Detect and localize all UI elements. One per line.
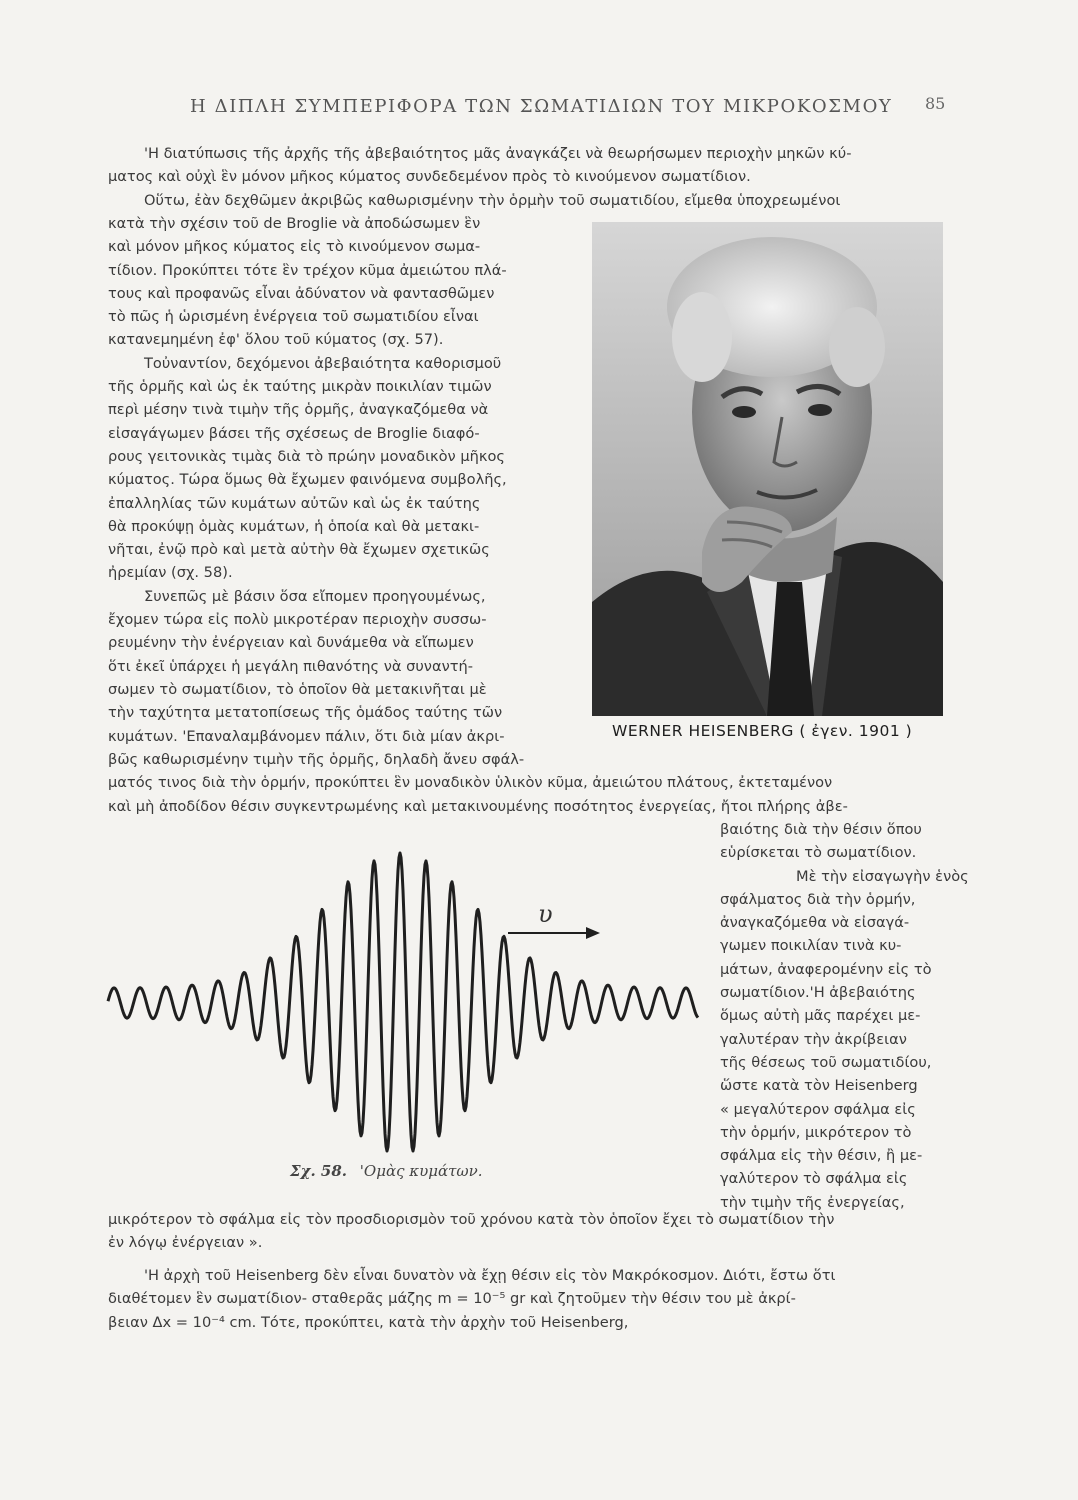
text-line: βῶς καθωρισμένην τιμὴν τῆς ὁρμῆς, δηλαδὴ ἄνευ σφάλ-: [108, 751, 525, 768]
text-line: σφάλμα εἰς τὴν θέσιν, ἢ με-: [720, 1147, 923, 1165]
paragraph-bottom: [108, 1208, 943, 1255]
text-line: νῆται, ἐνῷ πρὸ καὶ μετὰ αὐτὴν θὰ ἔχωμεν σχετικῶς: [108, 541, 490, 559]
paragraph-right-column: [720, 818, 969, 1214]
text-line: ρευμένην τὴν ἐνέργειαν καὶ δυνάμεθα νὰ εἴπωμεν: [108, 634, 474, 652]
text-line: 'Η ἀρχὴ τοῦ Heisenberg δὲν εἶναι δυνατὸν νὰ ἔχῃ θέσιν εἰς τὸν Μακρόκοσμον. Διότι, ἔστω ὅτι: [144, 1267, 836, 1284]
text-line: βαιότης διὰ τὴν θέσιν ὅπου: [720, 821, 922, 838]
velocity-symbol: υ: [538, 900, 553, 928]
text-line: εἰσαγάγωμεν βάσει τῆς σχέσεως de Broglie διαφό-: [108, 424, 480, 442]
text-line: ὥστε κατὰ τὸν Heisenberg: [720, 1077, 918, 1095]
running-head: Η ΔΙΠΛΗ ΣΥΜΠΕΡΙΦΟΡΑ ΤΩΝ ΣΩΜΑΤΙΔΙΩΝ ΤΟΥ ΜΙΚΡΟΚΟΣΜΟΥ: [190, 96, 893, 117]
text-line: ἐν λόγῳ ἐνέργειαν ».: [108, 1234, 263, 1252]
paragraph-final: [108, 1264, 943, 1334]
text-line: τῆς θέσεως τοῦ σωματιδίου,: [720, 1053, 932, 1071]
paragraph-left-column: [108, 212, 568, 748]
text-line: κατανεμημένη ἐφ' ὅλου τοῦ κύματος (σχ. 57).: [108, 331, 444, 349]
text-line: διαθέτομεν ἓν σωματίδιον- σταθερᾶς μάζης m = 10⁻⁵ gr καὶ ζητοῦμεν τὴν θέσιν του μὲ ἀκρί-: [108, 1290, 796, 1308]
text-line: ὅμως αὐτὴ μᾶς παρέχει με-: [720, 1007, 921, 1025]
text-line: σωματίδιον.'Η ἀβεβαιότης: [720, 984, 916, 1002]
text-line: Τοὐναντίον, δεχόμενοι ἀβεβαιότητα καθορισμοῦ: [144, 354, 502, 372]
text-line: 'Η διατύπωσις τῆς ἀρχῆς τῆς ἀβεβαιότητος μᾶς ἀναγκάζει νὰ θεωρήσωμεν περιοχὴν μηκῶν κύ-: [144, 145, 852, 162]
text-line: τους καὶ προφανῶς εἶναι ἀδύνατον νὰ φαντασθῶμεν: [108, 284, 495, 302]
text-line: γαλυτέραν τὴν ἀκρίβειαν: [720, 1030, 907, 1048]
wave-packet-figure: [100, 828, 720, 1168]
figure-caption: [290, 1162, 483, 1180]
page-number: 85: [925, 94, 946, 113]
text-line: καὶ μόνον μῆκος κύματος εἰς τὸ κινούμενον σωμα-: [108, 238, 481, 256]
paragraph-full-width: [108, 748, 943, 818]
text-line: ἀναγκαζόμεθα νὰ εἰσαγά-: [720, 914, 910, 932]
text-line: σωμεν τὸ σωματίδιον, τὸ ὁποῖον θὰ μετακινῆται μὲ: [108, 680, 487, 698]
text-line: ἐπαλληλίας τῶν κυμάτων αὐτῶν καὶ ὡς ἐκ ταύτης: [108, 494, 481, 512]
text-line: τὴν ὁρμήν, μικρότερον τὸ: [720, 1123, 912, 1141]
text-line: ἔχομεν τώρα εἰς πολὺ μικροτέραν περιοχὴν συσσω-: [108, 611, 487, 629]
text-line: γαλύτερον τὸ σφάλμα εἰς: [720, 1170, 908, 1188]
text-line: σφάλματος διὰ τὴν ὁρμήν,: [720, 890, 916, 908]
text-line: κύματος. Τώρα ὅμως θὰ ἔχωμεν φαινόμενα συμβολῆς,: [108, 471, 507, 489]
text-line: ὅτι ἐκεῖ ὑπάρχει ἡ μεγάλη πιθανότης νὰ συναντή-: [108, 657, 474, 675]
text-line: τὴν ταχύτητα μετατοπίσεως τῆς ὁμάδος ταύτης τῶν: [108, 704, 503, 722]
text-line: Οὕτω, ἐὰν δεχθῶμεν ἀκριβῶς καθωρισμένην τὴν ὁρμὴν τοῦ σωματιδίου, εἴμεθα ὑποχρεωμένοι: [144, 191, 841, 209]
portrait-photo: [592, 222, 943, 716]
figure-title: 'Ομὰς κυμάτων.: [359, 1162, 483, 1180]
text-line: μικρότερον τὸ σφάλμα εἰς τὸν προσδιορισμὸν τοῦ χρόνου κατὰ τὸν ὁποῖον ἔχει τὸ σωματίδιον τὴν: [108, 1211, 835, 1228]
text-line: γωμεν ποικιλίαν τινὰ κυ-: [720, 937, 902, 955]
text-line: τὴν τιμὴν τῆς ἐνεργείας,: [720, 1193, 905, 1211]
text-line: τὸ πῶς ἡ ὡρισμένη ἐνέργεια τοῦ σωματιδίου εἶναι: [108, 308, 479, 326]
portrait-caption: WERNER HEISENBERG ( ἐγεν. 1901 ): [612, 722, 913, 740]
velocity-arrow-head: [586, 927, 600, 939]
portrait-image: [592, 222, 943, 716]
text-line: Συνεπῶς μὲ βάσιν ὅσα εἴπομεν προηγουμένως,: [144, 587, 486, 605]
text-line: περὶ μέσην τινὰ τιμὴν τῆς ὁρμῆς, ἀναγκαζόμεθα νὰ: [108, 401, 489, 419]
wave-packet-curve: [108, 853, 698, 1151]
text-line: « μεγαλύτερον σφάλμα εἰς: [720, 1100, 916, 1118]
text-line: ρους γειτονικὰς τιμὰς διὰ τὸ πρώην μοναδικὸν μῆκος: [108, 447, 505, 465]
text-line: ματός τινος διὰ τὴν ὁρμήν, προκύπτει ἓν μοναδικὸν ὑλικὸν κῦμα, ἀμειώτου πλάτους, ἐκτεταμένον: [108, 774, 833, 792]
text-line: βειαν Δx = 10⁻⁴ cm. Τότε, προκύπτει, κατὰ τὴν ἀρχὴν τοῦ Heisenberg,: [108, 1313, 629, 1331]
text-line: ματος καὶ οὐχὶ ἓν μόνον μῆκος κύματος συνδεδεμένον πρὸς τὸ κινούμενον σωματίδιον.: [108, 168, 751, 186]
text-line: κυμάτων. 'Επαναλαμβάνομεν πάλιν, ὅτι διὰ μίαν ἀκρι-: [108, 727, 505, 745]
text-line: εὑρίσκεται τὸ σωματίδιον.: [720, 844, 917, 862]
paragraph-top: [108, 142, 943, 212]
text-line: θὰ προκύψῃ ὁμὰς κυμάτων, ἡ ὁποία καὶ θὰ μετακι-: [108, 517, 480, 535]
text-line: μάτων, ἀναφερομένην εἰς τὸ: [720, 960, 932, 978]
text-line: κατὰ τὴν σχέσιν τοῦ de Broglie νὰ ἀποδώσωμεν ἓν: [108, 215, 481, 232]
text-line: τίδιον. Προκύπτει τότε ἓν τρέχον κῦμα ἀμειώτου πλά-: [108, 261, 507, 279]
text-line: Μὲ τὴν εἰσαγωγὴν ἑνὸς: [796, 867, 969, 885]
text-line: καὶ μὴ ἀποδίδον θέσιν συγκεντρωμένης καὶ μετακινουμένης ποσότητος ἐνεργείας, ἤτοι πλήρης ἀβε-: [108, 797, 848, 815]
text-line: ἠρεμίαν (σχ. 58).: [108, 564, 233, 582]
figure-label: Σχ. 58.: [290, 1162, 348, 1180]
text-line: τῆς ὁρμῆς καὶ ὡς ἐκ ταύτης μικρὰν ποικιλίαν τιμῶν: [108, 378, 492, 396]
